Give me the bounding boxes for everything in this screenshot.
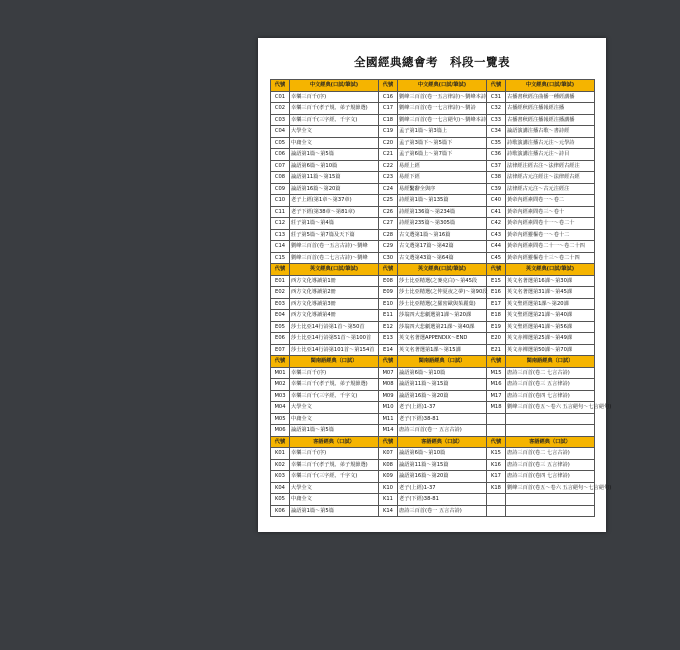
course-code-cell: C30: [379, 252, 398, 264]
course-code-cell: M15: [487, 367, 506, 379]
course-name-cell: 唐詩三百首(卷四 七言律詩): [506, 390, 595, 402]
section-header-chinese: [271, 80, 595, 92]
header-code-cell: 代號: [271, 356, 290, 368]
document-page: [258, 38, 612, 532]
course-name-cell: 唐詩三百首(卷三 五言律詩): [506, 459, 595, 471]
course-name-cell: 孟子第6篇上～第7篇下: [398, 149, 487, 161]
table-row: [271, 413, 595, 425]
course-name-cell: 莊子第5篇～第7篇及天下篇: [290, 229, 379, 241]
course-code-cell: C34: [487, 126, 506, 138]
header-code-cell: 代號: [379, 436, 398, 448]
course-name-cell: 易經下經: [398, 172, 487, 184]
course-name-cell: 詩經第1篇～第135篇: [398, 195, 487, 207]
course-code-cell: C22: [379, 160, 398, 172]
course-code-cell: M07: [379, 367, 398, 379]
course-name-cell: 幸樂三百千(三字經、千字文): [290, 471, 379, 483]
course-name-cell: 論語第1篇～第5篇: [290, 149, 379, 161]
course-name-cell: 黃帝內經素問卷一～卷二: [506, 195, 595, 207]
course-code-cell: E11: [379, 310, 398, 322]
document-title: 全國經典總會考 科段一覽表: [354, 55, 510, 69]
course-name-cell: [506, 425, 595, 437]
table-row: [271, 241, 595, 253]
course-name-cell: 唐詩三百首(卷一 五言古詩): [398, 505, 487, 517]
course-code-cell: C40: [487, 195, 506, 207]
course-table: [270, 79, 612, 517]
course-code-cell: M01: [271, 367, 290, 379]
table-row: [271, 344, 595, 356]
course-code-cell: K14: [379, 505, 398, 517]
course-code-cell: C01: [271, 91, 290, 103]
course-code-cell: E14: [379, 344, 398, 356]
course-name-cell: 英文名著選第1課～第15課: [398, 344, 487, 356]
table-row: [271, 287, 595, 299]
course-name-cell: 唐詩三百首(卷二 七言古詩): [506, 448, 595, 460]
course-code-cell: C38: [487, 172, 506, 184]
course-name-cell: 英文聖經選第41課～第56課: [506, 321, 595, 333]
table-row: [271, 126, 595, 138]
course-name-cell: [506, 505, 595, 517]
table-row: [271, 379, 595, 391]
course-name-cell: 英文赤裸選第25課～第49課: [506, 333, 595, 345]
course-name-cell: 論語第11篇～第15篇: [290, 172, 379, 184]
course-name-cell: 幸樂三百千(序): [290, 448, 379, 460]
course-name-cell: 莎翁四大悲劇選第21課～第40課: [398, 321, 487, 333]
course-code-cell: M10: [379, 402, 398, 414]
header-title-cell: 英文經典(口試/筆試): [290, 264, 379, 276]
table-row: [271, 494, 595, 506]
course-name-cell: 古文選第17篇～第42篇: [398, 241, 487, 253]
course-code-cell: C28: [379, 229, 398, 241]
header-code-cell: 代號: [271, 264, 290, 276]
course-name-cell: 中庸全文: [290, 413, 379, 425]
course-code-cell: C42: [487, 218, 506, 230]
course-code-cell: E05: [271, 321, 290, 333]
course-code-cell: E08: [379, 275, 398, 287]
table-row: [271, 459, 595, 471]
course-name-cell: 唐詩三百首(卷二 七言古詩): [506, 367, 595, 379]
course-code-cell: E07: [271, 344, 290, 356]
course-name-cell: 詩歌演講注播古元注～詩目: [506, 149, 595, 161]
header-title-cell: 中文經典(口試/筆試): [290, 80, 379, 92]
course-code-cell: C11: [271, 206, 290, 218]
course-name-cell: 法律經注經古注～法律經古經注: [506, 160, 595, 172]
course-code-cell: C07: [271, 160, 290, 172]
course-name-cell: 黃帝內經靈樞卷一～卷十二: [506, 229, 595, 241]
course-code-cell: E20: [487, 333, 506, 345]
course-code-cell: C08: [271, 172, 290, 184]
table-row: [271, 310, 595, 322]
course-code-cell: C03: [271, 114, 290, 126]
course-code-cell: C02: [271, 103, 290, 115]
course-name-cell: 劉峰三百首(卷二七言古詩)～劉峰: [290, 252, 379, 264]
course-name-cell: 莎翁四大悲劇選第1課～第20課: [398, 310, 487, 322]
course-code-cell: M18: [487, 402, 506, 414]
header-title-cell: 客語經典（口試）: [398, 436, 487, 448]
course-name-cell: 中庸全文: [290, 137, 379, 149]
course-code-cell: E16: [487, 287, 506, 299]
course-code-cell: [487, 425, 506, 437]
course-name-cell: 莎士比亞精選(之麥克白)～第45段: [398, 275, 487, 287]
course-name-cell: 詩經第136篇～第234篇: [398, 206, 487, 218]
course-code-cell: M05: [271, 413, 290, 425]
table-row: [271, 505, 595, 517]
course-name-cell: 大學全文: [290, 482, 379, 494]
course-code-cell: M09: [379, 390, 398, 402]
course-code-cell: C05: [271, 137, 290, 149]
course-code-cell: M04: [271, 402, 290, 414]
table-row: [271, 367, 595, 379]
course-code-cell: K11: [379, 494, 398, 506]
header-title-cell: 英文經典(口試/筆試): [506, 264, 595, 276]
course-code-cell: K07: [379, 448, 398, 460]
course-code-cell: K06: [271, 505, 290, 517]
course-code-cell: C36: [487, 149, 506, 161]
course-name-cell: 幸樂三百千(序): [290, 367, 379, 379]
course-code-cell: M03: [271, 390, 290, 402]
table-row: [271, 160, 595, 172]
course-code-cell: C18: [379, 114, 398, 126]
table-row: [271, 425, 595, 437]
course-name-cell: 論語第1篇～第5篇: [290, 505, 379, 517]
course-code-cell: E02: [271, 287, 290, 299]
header-code-cell: 代號: [487, 264, 506, 276]
course-name-cell: 論語第16篇～第20篇: [398, 471, 487, 483]
course-name-cell: 唐詩三百首(卷三 五言律詩): [506, 379, 595, 391]
course-name-cell: 古播書秋經注曲播一種經講播: [506, 91, 595, 103]
course-code-cell: M16: [487, 379, 506, 391]
course-name-cell: 老子(下經)38-81: [398, 413, 487, 425]
course-code-cell: E19: [487, 321, 506, 333]
header-code-cell: 代號: [271, 436, 290, 448]
table-row: [271, 183, 595, 195]
table-row: [271, 103, 595, 115]
course-code-cell: C24: [379, 183, 398, 195]
header-code-cell: 代號: [487, 80, 506, 92]
course-name-cell: 劉峰三百首(卷五～卷六 五言絕句～七言絕句): [506, 482, 595, 494]
course-name-cell: 古播經秋經注播報經注播: [506, 103, 595, 115]
course-code-cell: M11: [379, 413, 398, 425]
course-name-cell: 莎士比亞精選(之仲夏夜之夢)～第90段: [398, 287, 487, 299]
course-code-cell: E17: [487, 298, 506, 310]
course-name-cell: 劉峰三百首(卷一五言律詩)～劉峰本詩: [398, 91, 487, 103]
course-code-cell: E06: [271, 333, 290, 345]
course-name-cell: 莎士比亞精選(之羅密歐與茱麗葉): [398, 298, 487, 310]
course-code-cell: E03: [271, 298, 290, 310]
table-row: [271, 402, 595, 414]
course-code-cell: E18: [487, 310, 506, 322]
course-code-cell: K08: [379, 459, 398, 471]
course-code-cell: C10: [271, 195, 290, 207]
header-code-cell: 代號: [379, 80, 398, 92]
course-name-cell: 劉峰三百首(卷一七言律詩)～劉詩: [398, 103, 487, 115]
course-name-cell: 劉峰三百首(卷五～卷六 五言絕句～七言絕句): [506, 402, 595, 414]
header-title-cell: 英文經典(口試/筆試): [398, 264, 487, 276]
course-code-cell: C35: [487, 137, 506, 149]
course-code-cell: K15: [487, 448, 506, 460]
course-name-cell: 唐詩三百首(卷四 七言律詩): [506, 471, 595, 483]
course-code-cell: E12: [379, 321, 398, 333]
course-code-cell: C21: [379, 149, 398, 161]
course-code-cell: K03: [271, 471, 290, 483]
course-code-cell: K10: [379, 482, 398, 494]
course-name-cell: 大學全文: [290, 402, 379, 414]
course-name-cell: 英文名著選APPENDIX～END: [398, 333, 487, 345]
table-row: [271, 298, 595, 310]
course-code-cell: E21: [487, 344, 506, 356]
course-code-cell: C37: [487, 160, 506, 172]
section-header-minnan: [271, 356, 595, 368]
course-code-cell: C17: [379, 103, 398, 115]
course-name-cell: 大學全文: [290, 126, 379, 138]
course-name-cell: 莎士比亞14行詩第101首～第154首: [290, 344, 379, 356]
header-code-cell: 代號: [379, 356, 398, 368]
table-row: [271, 218, 595, 230]
course-code-cell: C44: [487, 241, 506, 253]
course-name-cell: 英文赤裸選第50課～第70課: [506, 344, 595, 356]
header-title-cell: 客語經典（口試）: [290, 436, 379, 448]
course-name-cell: 英文聖經選第1課～第20課: [506, 298, 595, 310]
course-name-cell: 老子(上經)1-37: [398, 482, 487, 494]
table-row: [271, 137, 595, 149]
course-name-cell: 論語第6篇～第10篇: [398, 367, 487, 379]
course-name-cell: [506, 413, 595, 425]
course-code-cell: K16: [487, 459, 506, 471]
course-code-cell: C14: [271, 241, 290, 253]
course-code-cell: M02: [271, 379, 290, 391]
course-code-cell: K02: [271, 459, 290, 471]
course-name-cell: 古文選第1篇～第16篇: [398, 229, 487, 241]
course-name-cell: 黃帝內經素問卷三～卷十: [506, 206, 595, 218]
table-row: [271, 172, 595, 184]
course-name-cell: 老子下經(第38章～第81章): [290, 206, 379, 218]
course-code-cell: E09: [379, 287, 398, 299]
header-title-cell: 閩南語經典（口試）: [398, 356, 487, 368]
course-code-cell: C16: [379, 91, 398, 103]
course-code-cell: C06: [271, 149, 290, 161]
course-name-cell: 劉峰三百首(卷一五言古詩)～劉峰: [290, 241, 379, 253]
course-code-cell: K01: [271, 448, 290, 460]
table-row: [271, 333, 595, 345]
course-code-cell: C33: [487, 114, 506, 126]
course-code-cell: K17: [487, 471, 506, 483]
course-name-cell: 西方文化導讀第2冊: [290, 287, 379, 299]
course-code-cell: C20: [379, 137, 398, 149]
course-code-cell: C13: [271, 229, 290, 241]
course-name-cell: 英文名著選第31課～第45課: [506, 287, 595, 299]
course-code-cell: C29: [379, 241, 398, 253]
course-name-cell: 幸樂三百千(孝子規、弟子規節選): [290, 459, 379, 471]
table-row: [271, 195, 595, 207]
header-code-cell: 代號: [271, 80, 290, 92]
course-code-cell: C26: [379, 206, 398, 218]
course-name-cell: 老子上經(第1章～第37章): [290, 195, 379, 207]
course-code-cell: C39: [487, 183, 506, 195]
course-code-cell: [487, 505, 506, 517]
course-name-cell: 英文聖經選第21課～第40課: [506, 310, 595, 322]
course-name-cell: [506, 494, 595, 506]
course-code-cell: C25: [379, 195, 398, 207]
course-name-cell: 論語第11篇～第15篇: [398, 459, 487, 471]
course-code-cell: K18: [487, 482, 506, 494]
table-row: [271, 149, 595, 161]
course-code-cell: C12: [271, 218, 290, 230]
course-code-cell: K05: [271, 494, 290, 506]
course-name-cell: 西方文化導讀第4冊: [290, 310, 379, 322]
course-name-cell: 古播書秋經注播報經注播講播: [506, 114, 595, 126]
course-name-cell: 論語第6篇～第10篇: [398, 448, 487, 460]
course-name-cell: 法律經古元注經注～法律經古經: [506, 172, 595, 184]
table-row: [271, 275, 595, 287]
table-row: [271, 482, 595, 494]
table-row: [271, 91, 595, 103]
course-code-cell: E13: [379, 333, 398, 345]
course-name-cell: 幸樂三百千(孝子規、弟子規節選): [290, 103, 379, 115]
course-name-cell: 唐詩三百首(卷一 五言古詩): [398, 425, 487, 437]
course-code-cell: [487, 494, 506, 506]
course-name-cell: 古文選第43篇～第64篇: [398, 252, 487, 264]
course-name-cell: 詩經第235篇～第305篇: [398, 218, 487, 230]
course-code-cell: C31: [487, 91, 506, 103]
course-code-cell: E15: [487, 275, 506, 287]
course-name-cell: 論語第6篇～第10篇: [290, 160, 379, 172]
course-code-cell: K04: [271, 482, 290, 494]
course-name-cell: 莎士比亞14行詩第51首～第100首: [290, 333, 379, 345]
course-code-cell: C32: [487, 103, 506, 115]
course-code-cell: C45: [487, 252, 506, 264]
course-code-cell: M14: [379, 425, 398, 437]
course-name-cell: 黃帝內經素問卷二十一～卷二十四: [506, 241, 595, 253]
course-name-cell: 西方文化導讀第1冊: [290, 275, 379, 287]
course-code-cell: C15: [271, 252, 290, 264]
course-name-cell: 幸樂三百千(三字經、千字文): [290, 390, 379, 402]
course-code-cell: C43: [487, 229, 506, 241]
course-name-cell: 老子(下經)38-81: [398, 494, 487, 506]
table-row: [271, 390, 595, 402]
course-code-cell: C27: [379, 218, 398, 230]
course-code-cell: C19: [379, 126, 398, 138]
course-code-cell: M08: [379, 379, 398, 391]
course-name-cell: 黃帝內經素問卷十一～卷二十: [506, 218, 595, 230]
course-name-cell: 中庸全文: [290, 494, 379, 506]
table-row: [271, 252, 595, 264]
header-title-cell: 客語經典（口試）: [506, 436, 595, 448]
course-code-cell: [487, 413, 506, 425]
header-title-cell: 中文經典(口試/筆試): [506, 80, 595, 92]
course-name-cell: 孟子第1篇～第3篇上: [398, 126, 487, 138]
course-name-cell: 易經繫辭全與序: [398, 183, 487, 195]
header-code-cell: 代號: [487, 356, 506, 368]
course-name-cell: 論語第11篇～第15篇: [398, 379, 487, 391]
header-title-cell: 閩南語經典（口試）: [290, 356, 379, 368]
table-row: [271, 229, 595, 241]
course-code-cell: K09: [379, 471, 398, 483]
table-row: [271, 448, 595, 460]
course-code-cell: C41: [487, 206, 506, 218]
course-name-cell: 法律經古元注～古元注經注: [506, 183, 595, 195]
header-title-cell: 閩南語經典（口試）: [506, 356, 595, 368]
course-code-cell: C04: [271, 126, 290, 138]
table-row: [271, 114, 595, 126]
header-code-cell: 代號: [379, 264, 398, 276]
course-name-cell: 論語第1篇～第5篇: [290, 425, 379, 437]
header-code-cell: 代號: [487, 436, 506, 448]
course-code-cell: E10: [379, 298, 398, 310]
course-name-cell: 西方文化導讀第3冊: [290, 298, 379, 310]
header-title-cell: 中文經典(口試/筆試): [398, 80, 487, 92]
course-name-cell: 老子(上經)1-37: [398, 402, 487, 414]
table-row: [271, 321, 595, 333]
course-name-cell: 劉峰三百首(卷一七言絕句)～劉峰本詩: [398, 114, 487, 126]
course-name-cell: 幸樂三百千(序): [290, 91, 379, 103]
course-name-cell: 幸樂三百千(三字經、千字文): [290, 114, 379, 126]
course-code-cell: E01: [271, 275, 290, 287]
course-code-cell: C09: [271, 183, 290, 195]
course-name-cell: 幸樂三百千(孝子規、弟子規節選): [290, 379, 379, 391]
course-name-cell: 易經上經: [398, 160, 487, 172]
course-name-cell: 論語第16篇～第20篇: [290, 183, 379, 195]
course-code-cell: M17: [487, 390, 506, 402]
course-name-cell: 英文名著選第16課～第30課: [506, 275, 595, 287]
course-code-cell: M06: [271, 425, 290, 437]
section-header-hakka: [271, 436, 595, 448]
table-row: [271, 471, 595, 483]
course-name-cell: 論語第16篇～第20篇: [398, 390, 487, 402]
course-name-cell: 莎士比亞14行詩第1首～第50首: [290, 321, 379, 333]
course-name-cell: 論語演講注播古歌～書詩經: [506, 126, 595, 138]
course-code-cell: E04: [271, 310, 290, 322]
section-header-english: [271, 264, 595, 276]
course-code-cell: C23: [379, 172, 398, 184]
course-name-cell: 黃帝內經靈樞卷十三～卷二十四: [506, 252, 595, 264]
course-name-cell: 孟子第3篇下～第5篇下: [398, 137, 487, 149]
course-name-cell: 莊子第1篇～第4篇: [290, 218, 379, 230]
course-name-cell: 詩歌演講注播古元注～元學詩: [506, 137, 595, 149]
table-row: [271, 206, 595, 218]
